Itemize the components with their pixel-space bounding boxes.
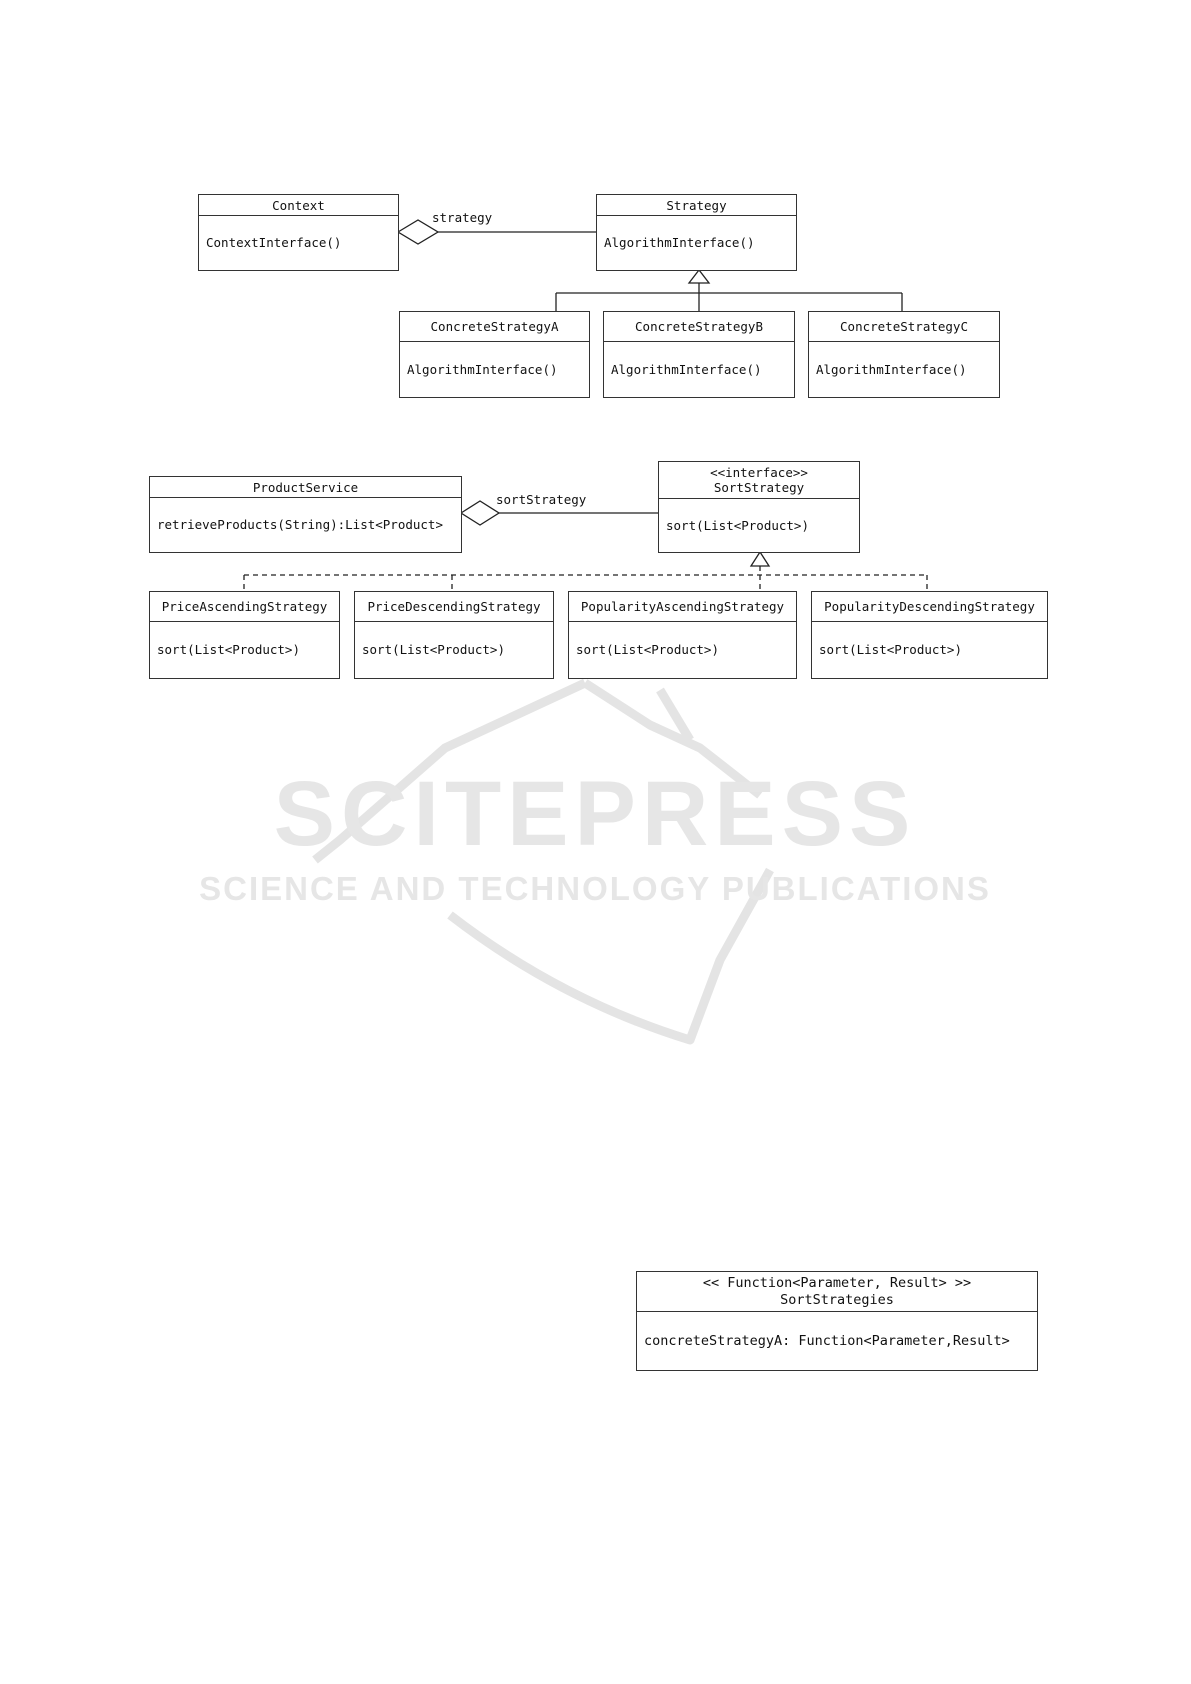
association-label-sort-strategy: sortStrategy bbox=[496, 492, 587, 507]
class-method: retrieveProducts(String):List<Product> bbox=[157, 517, 443, 532]
concrete-strategy-a-class bbox=[399, 311, 590, 398]
watermark-title: SCITEPRESS bbox=[273, 763, 917, 865]
price-descending-strategy-class bbox=[354, 591, 554, 679]
interface-stereotype: <<interface>> bbox=[710, 465, 808, 480]
sort-strategies-class bbox=[636, 1271, 1038, 1371]
class-name: ConcreteStrategyB bbox=[604, 312, 794, 342]
concrete-strategy-b-class bbox=[603, 311, 795, 398]
class-name: ConcreteStrategyA bbox=[400, 312, 589, 342]
class-method: sort(List<Product>) bbox=[576, 642, 719, 657]
class-name: SortStrategies bbox=[780, 1291, 894, 1308]
class-method: AlgorithmInterface() bbox=[611, 361, 762, 377]
class-method: AlgorithmInterface() bbox=[816, 361, 967, 377]
class-stereotype: << Function<Parameter, Result> >> bbox=[702, 1274, 972, 1291]
class-name: Strategy bbox=[597, 195, 796, 216]
class-method: ContextInterface() bbox=[206, 235, 342, 250]
association-label-strategy: strategy bbox=[432, 210, 493, 225]
interface-method: sort(List<Product>) bbox=[666, 517, 809, 533]
aggregation-diamond-2 bbox=[461, 501, 499, 525]
class-name: Context bbox=[199, 195, 398, 216]
class-name: ConcreteStrategyC bbox=[809, 312, 999, 342]
sort-strategy-interface bbox=[658, 461, 860, 553]
class-method: AlgorithmInterface() bbox=[604, 235, 755, 250]
class-name: PopularityDescendingStrategy bbox=[812, 592, 1047, 622]
class-method: sort(List<Product>) bbox=[157, 642, 300, 657]
strategy-class bbox=[596, 194, 797, 271]
class-name: ProductService bbox=[150, 477, 461, 498]
concrete-strategy-c-class bbox=[808, 311, 1000, 398]
class-method: AlgorithmInterface() bbox=[407, 361, 558, 377]
generalization-triangle-1 bbox=[689, 270, 709, 283]
interface-name: SortStrategy bbox=[713, 480, 805, 495]
product-service-class bbox=[149, 476, 462, 553]
class-name: PopularityAscendingStrategy bbox=[569, 592, 796, 622]
watermark-subtitle: SCIENCE AND TECHNOLOGY PUBLICATIONS bbox=[199, 870, 991, 907]
class-method: sort(List<Product>) bbox=[819, 642, 962, 657]
class-attribute: concreteStrategyA: Function<Parameter,Result> bbox=[644, 1332, 1010, 1349]
class-name: PriceAscendingStrategy bbox=[150, 592, 339, 622]
class-method: sort(List<Product>) bbox=[362, 642, 505, 657]
popularity-ascending-strategy-class bbox=[568, 591, 797, 679]
price-ascending-strategy-class bbox=[149, 591, 340, 679]
context-class bbox=[198, 194, 399, 271]
realization-triangle bbox=[751, 552, 769, 566]
class-name: PriceDescendingStrategy bbox=[355, 592, 553, 622]
popularity-descending-strategy-class bbox=[811, 591, 1048, 679]
